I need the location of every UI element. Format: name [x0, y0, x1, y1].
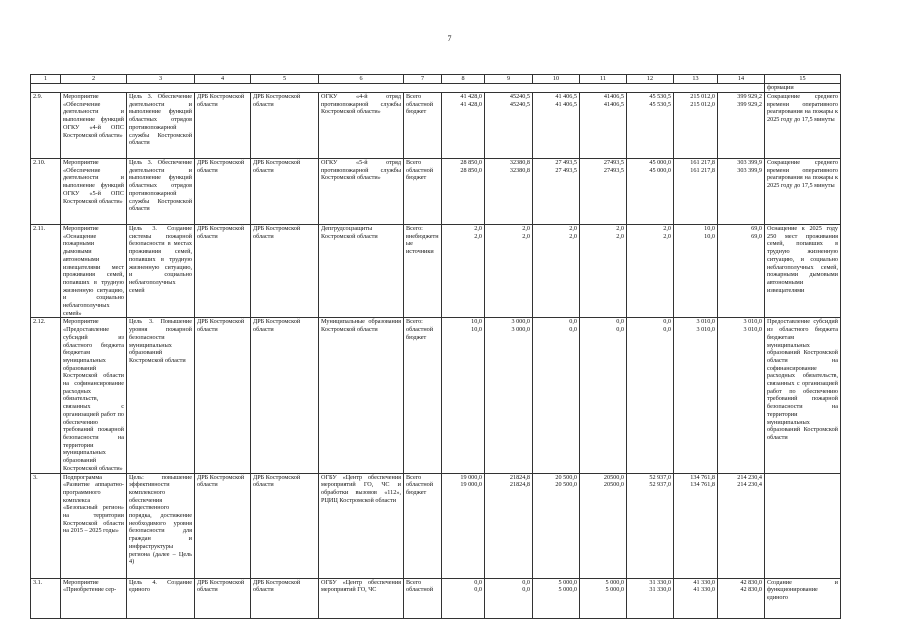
value-col-9	[485, 93, 533, 159]
value-col-10-line: 0,0	[569, 318, 577, 326]
value-col-8-line: 2,0	[474, 232, 482, 240]
value-col-13	[674, 159, 718, 225]
col-header: 4	[195, 75, 251, 84]
col-header: 12	[627, 75, 674, 84]
value-col-13-line: 41 330,0	[693, 586, 715, 594]
value-col-11	[580, 578, 627, 618]
table-row	[31, 473, 841, 578]
value-col-13-line: 134 761,8	[690, 481, 715, 489]
funding-source-line: областной	[406, 586, 434, 594]
value-col-11-line: 27493,5	[603, 159, 624, 166]
value-col-12-line: 45 000,0	[649, 166, 671, 174]
value-col-14-line: 214 230,4	[737, 473, 762, 481]
coordinator: ДРБ Костромской области	[195, 318, 251, 473]
value-col-12	[627, 225, 674, 318]
col-header: 1	[31, 75, 61, 84]
goal-text: Цель 4. Создание единого	[127, 578, 195, 618]
col-header: 13	[674, 75, 718, 84]
measure-name: Подпрограмма «Развитие аппаратно-программного комплекса «Безопасный регион» на территории Костромской области на 2015 – 2025 годы»	[61, 473, 127, 578]
value-col-8-line: 41 428,0	[460, 100, 482, 108]
value-col-11	[580, 225, 627, 318]
value-col-10-line: 5 000,0	[558, 578, 577, 586]
value-col-10-line: 27 493,5	[555, 159, 577, 166]
value-col-14	[718, 93, 765, 159]
value-col-12-line: 52 937,0	[649, 473, 671, 481]
value-col-14-line: 3 010,0	[743, 318, 762, 326]
value-col-12-line: 2,0	[663, 232, 671, 240]
funding-source-line: Всего:	[406, 225, 423, 232]
coordinator: ДРБ Костромской области	[195, 225, 251, 318]
value-col-9-line: 3 000,0	[511, 326, 530, 334]
funding-source	[404, 318, 442, 473]
value-col-14	[718, 225, 765, 318]
value-col-10	[533, 159, 580, 225]
value-col-14-line: 42 830,0	[740, 586, 762, 594]
col-header: 11	[580, 75, 627, 84]
funding-source-line: внебюджетные источники	[406, 232, 439, 256]
value-col-8	[442, 473, 485, 578]
table-row	[31, 318, 841, 473]
page-number: 7	[447, 34, 452, 43]
col-header: 8	[442, 75, 485, 84]
value-col-10-line: 2,0	[569, 232, 577, 240]
measure-name: Мероприятие «Приобретение сер-	[61, 578, 127, 618]
funding-source-line: областной бюджет	[406, 326, 434, 341]
value-col-11	[580, 159, 627, 225]
value-col-8-line: 41 428,0	[460, 93, 482, 100]
value-col-8-line: 10,0	[471, 318, 482, 326]
value-col-10-line: 5 000,0	[558, 586, 577, 594]
value-col-14-line: 303 399,9	[737, 166, 762, 174]
value-col-8	[442, 578, 485, 618]
row-number: 3.	[31, 473, 61, 578]
value-col-8-line: 2,0	[474, 225, 482, 232]
funding-source	[404, 159, 442, 225]
measure-name: Мероприятие «Оснащение пожарными дымовыми автономными извещателями мест проживания семей, попавших в трудную жизненную ситуацию, и социально неблагополучных семей»	[61, 225, 127, 318]
responsible-executor: ДРБ Костромской области	[251, 473, 319, 578]
expected-result: Создание и функционирование единого	[765, 578, 841, 618]
col-header: 2	[61, 75, 127, 84]
value-col-12	[627, 318, 674, 473]
col-header: 7	[404, 75, 442, 84]
value-col-14	[718, 473, 765, 578]
value-col-8	[442, 225, 485, 318]
value-col-12	[627, 578, 674, 618]
value-col-14	[718, 318, 765, 473]
participant: Депгрудсоцзащиты Костромской области	[319, 225, 404, 318]
value-col-13-line: 215 012,0	[690, 93, 715, 100]
value-col-10	[533, 473, 580, 578]
value-col-9-line: 45240,5	[509, 93, 530, 100]
value-col-8	[442, 318, 485, 473]
value-col-12	[627, 473, 674, 578]
value-col-9	[485, 318, 533, 473]
value-col-11-line: 41406,5	[603, 93, 624, 100]
responsible-executor: ДРБ Костромской области	[251, 318, 319, 473]
table-row	[31, 578, 841, 618]
goal-text: Цель 3. Повышение уровня пожарной безопасности муниципальных образований Костромской области	[127, 318, 195, 473]
value-col-12-line: 0,0	[663, 326, 671, 334]
value-col-12-line: 31 330,0	[649, 578, 671, 586]
value-col-12-line: 45 000,0	[649, 159, 671, 166]
value-col-10	[533, 225, 580, 318]
value-col-12-line: 45 530,5	[649, 100, 671, 108]
responsible-executor: ДРБ Костромской области	[251, 93, 319, 159]
value-col-11-line: 0,0	[616, 326, 624, 334]
value-col-13-line: 10,0	[704, 232, 715, 240]
participant: Муниципальные образования Костромской области	[319, 318, 404, 473]
value-col-9-line: 45240,5	[509, 100, 530, 108]
value-col-10-line: 41 406,5	[555, 93, 577, 100]
funding-source-line: Всего	[406, 578, 422, 586]
value-col-10	[533, 93, 580, 159]
funding-source-line: Всего	[406, 473, 422, 481]
value-col-9-line: 3 000,0	[511, 318, 530, 326]
funding-source	[404, 225, 442, 318]
value-col-14-line: 214 230,4	[737, 481, 762, 489]
funding-source-line: областной бюджет	[406, 100, 434, 116]
program-measures-table	[30, 74, 841, 619]
value-col-10	[533, 318, 580, 473]
value-col-11	[580, 93, 627, 159]
expected-result: Сокращение среднего времени оперативного реагирования на пожары к 2025 году до 17,5 минуты	[765, 159, 841, 225]
coordinator: ДРБ Костромской области	[195, 473, 251, 578]
row-number: 3.1.	[31, 578, 61, 618]
value-col-11-line: 2,0	[616, 225, 624, 232]
value-col-9	[485, 225, 533, 318]
coordinator: ДРБ Костромской области	[195, 578, 251, 618]
coordinator: ДРБ Костромской области	[195, 93, 251, 159]
value-col-11	[580, 318, 627, 473]
value-col-11-line: 20500,0	[603, 473, 624, 481]
value-col-8-line: 19 000,0	[460, 481, 482, 489]
value-col-14	[718, 578, 765, 618]
value-col-12-line: 0,0	[663, 318, 671, 326]
expected-result	[765, 473, 841, 578]
row-number: 2.10.	[31, 159, 61, 225]
expected-result: Предоставление субсидий из областного бюджета бюджетам муниципальных образований Костромской области на софинансирование расходных обязательств, связанных с организацией работ по обеспечению требований пожарной безопасности на территории муниципальных образований Костромской области	[765, 318, 841, 473]
value-col-14-line: 3 010,0	[743, 326, 762, 334]
col-header: 9	[485, 75, 533, 84]
col-header: 10	[533, 75, 580, 84]
funding-source	[404, 93, 442, 159]
value-col-13	[674, 578, 718, 618]
value-col-14-line: 399 929,2	[737, 100, 762, 108]
value-col-14-line: 69,0	[751, 232, 762, 240]
value-col-8-line: 0,0	[474, 586, 482, 594]
value-col-11	[580, 473, 627, 578]
value-col-10-line: 20 500,0	[555, 481, 577, 489]
value-col-9	[485, 473, 533, 578]
coordinator: ДРБ Костромской области	[195, 159, 251, 225]
table-row	[31, 159, 841, 225]
value-col-10-line: 41 406,5	[555, 100, 577, 108]
participant: ОГБУ «Центр обеспечения мероприятий ГО, ЧС	[319, 578, 404, 618]
funding-source-line: Всего	[406, 159, 422, 166]
value-col-10	[533, 578, 580, 618]
expected-result: Оснащение к 2025 году 250 мест проживания семей, попавших в трудную жизненную ситуацию, и социально неблагополучных семей, пожарными дымовыми автономными извещателями	[765, 225, 841, 318]
value-col-11-line: 5 000,0	[605, 578, 624, 586]
value-col-12-line: 52 937,0	[649, 481, 671, 489]
value-col-9	[485, 578, 533, 618]
value-col-9	[485, 159, 533, 225]
value-col-13-line: 215 012,0	[690, 100, 715, 108]
value-col-12	[627, 93, 674, 159]
col-header: 5	[251, 75, 319, 84]
expected-result: Сокращение среднего времени оперативного реагирования на пожары к 2025 году до 17,5 минуты	[765, 93, 841, 159]
funding-source-line: Всего:	[406, 318, 423, 326]
value-col-8-line: 28 850,0	[460, 166, 482, 174]
value-col-8	[442, 159, 485, 225]
funding-source-line: областной бюджет	[406, 481, 434, 496]
funding-source-line: областной бюджет	[406, 166, 434, 182]
value-col-8-line: 0,0	[474, 578, 482, 586]
measure-name: Мероприятие «Обеспечение деятельности и выполнение функций ОГКУ «5-й ОПС Костромской области»	[61, 159, 127, 225]
value-col-10-line: 20 500,0	[555, 473, 577, 481]
col-header: 14	[718, 75, 765, 84]
measure-name: Мероприятие «Обеспечение деятельности и выполнение функций ОГКУ «4-й ОПС Костромской области»	[61, 93, 127, 159]
goal-text: Цель 3. Создание системы пожарной безопасности в местах проживания семей, попавших в трудную жизненную ситуацию, и социально неблагополучных семей	[127, 225, 195, 318]
table-row	[31, 93, 841, 159]
column-number-row	[31, 75, 841, 84]
funding-source	[404, 578, 442, 618]
value-col-12-line: 45 530,5	[649, 93, 671, 100]
value-col-13-line: 41 330,0	[693, 578, 715, 586]
col-header: 15	[765, 75, 841, 84]
value-col-11-line: 5 000,0	[605, 586, 624, 594]
value-col-13	[674, 318, 718, 473]
result-fragment: формации	[765, 84, 841, 93]
value-col-14	[718, 159, 765, 225]
participant: ОГБУ «Центр обеспечения мероприятий ГО, ЧС и обработки вызовов «112», РЦИЦ Костромской области	[319, 473, 404, 578]
value-col-13-line: 3 010,0	[696, 318, 715, 326]
goal-text: Цель 3. Обеспечение деятельности и выполнение функций областных отрядов противопожарной службы Костромской области	[127, 159, 195, 225]
value-col-9-line: 21824,8	[509, 481, 530, 489]
value-col-11-line: 41406,5	[603, 100, 624, 108]
value-col-10-line: 27 493,5	[555, 166, 577, 174]
col-header: 6	[319, 75, 404, 84]
funding-source	[404, 473, 442, 578]
participant: ОГКУ «4-й отряд противопожарной службы Костромской области»	[319, 93, 404, 159]
value-col-12-line: 31 330,0	[649, 586, 671, 594]
value-col-13-line: 134 761,8	[690, 473, 715, 481]
responsible-executor: ДРБ Костромской области	[251, 578, 319, 618]
value-col-13-line: 161 217,8	[690, 159, 715, 166]
responsible-executor: ДРБ Костромской области	[251, 159, 319, 225]
value-col-14-line: 69,0	[751, 225, 762, 232]
responsible-executor: ДРБ Костромской области	[251, 225, 319, 318]
value-col-12	[627, 159, 674, 225]
goal-text: Цель 3. Обеспечение деятельности и выполнение функций областных отрядов противопожарной службы Костромской области	[127, 93, 195, 159]
value-col-8	[442, 93, 485, 159]
continuation-row	[31, 84, 841, 93]
measure-name: Мероприятие «Предоставление субсидий из областного бюджета бюджетам муниципальных образований Костромской области на софинансирование расходных обязательств, связанных с организацией работ по обеспечению требований пожарной безопасности на территории муниципальных образований Костромской области»	[61, 318, 127, 473]
value-col-11-line: 2,0	[616, 232, 624, 240]
value-col-8-line: 19 000,0	[460, 473, 482, 481]
value-col-9-line: 21824,8	[509, 473, 530, 481]
value-col-12-line: 2,0	[663, 225, 671, 232]
row-number: 2.11.	[31, 225, 61, 318]
value-col-11-line: 20500,0	[603, 481, 624, 489]
participant: ОГКУ «5-й отряд противопожарной службы Костромской области»	[319, 159, 404, 225]
value-col-13	[674, 225, 718, 318]
value-col-8-line: 28 850,0	[460, 159, 482, 166]
value-col-9-line: 2,0	[522, 232, 530, 240]
col-header: 3	[127, 75, 195, 84]
row-number: 2.9.	[31, 93, 61, 159]
value-col-14-line: 42 830,0	[740, 578, 762, 586]
value-col-9-line: 32380,8	[509, 166, 530, 174]
funding-source-line: Всего	[406, 93, 422, 100]
table-row	[31, 225, 841, 318]
value-col-9-line: 0,0	[522, 578, 530, 586]
value-col-13-line: 10,0	[704, 225, 715, 232]
row-number: 2.12.	[31, 318, 61, 473]
blank-cell	[31, 84, 765, 93]
value-col-9-line: 2,0	[522, 225, 530, 232]
value-col-13	[674, 473, 718, 578]
value-col-14-line: 399 929,2	[737, 93, 762, 100]
value-col-13	[674, 93, 718, 159]
value-col-14-line: 303 399,9	[737, 159, 762, 166]
value-col-9-line: 0,0	[522, 586, 530, 594]
value-col-13-line: 161 217,8	[690, 166, 715, 174]
value-col-10-line: 0,0	[569, 326, 577, 334]
goal-text: Цель: повышение эффективности комплексного обеспечения общественного порядка, достижение необходимого уровня безопасности для граждан и инфраструктуры региона (далее – Цель 4)	[127, 473, 195, 578]
value-col-8-line: 10,0	[471, 326, 482, 334]
value-col-13-line: 3 010,0	[696, 326, 715, 334]
value-col-9-line: 32380,8	[509, 159, 530, 166]
value-col-11-line: 27493,5	[603, 166, 624, 174]
value-col-11-line: 0,0	[616, 318, 624, 326]
value-col-10-line: 2,0	[569, 225, 577, 232]
